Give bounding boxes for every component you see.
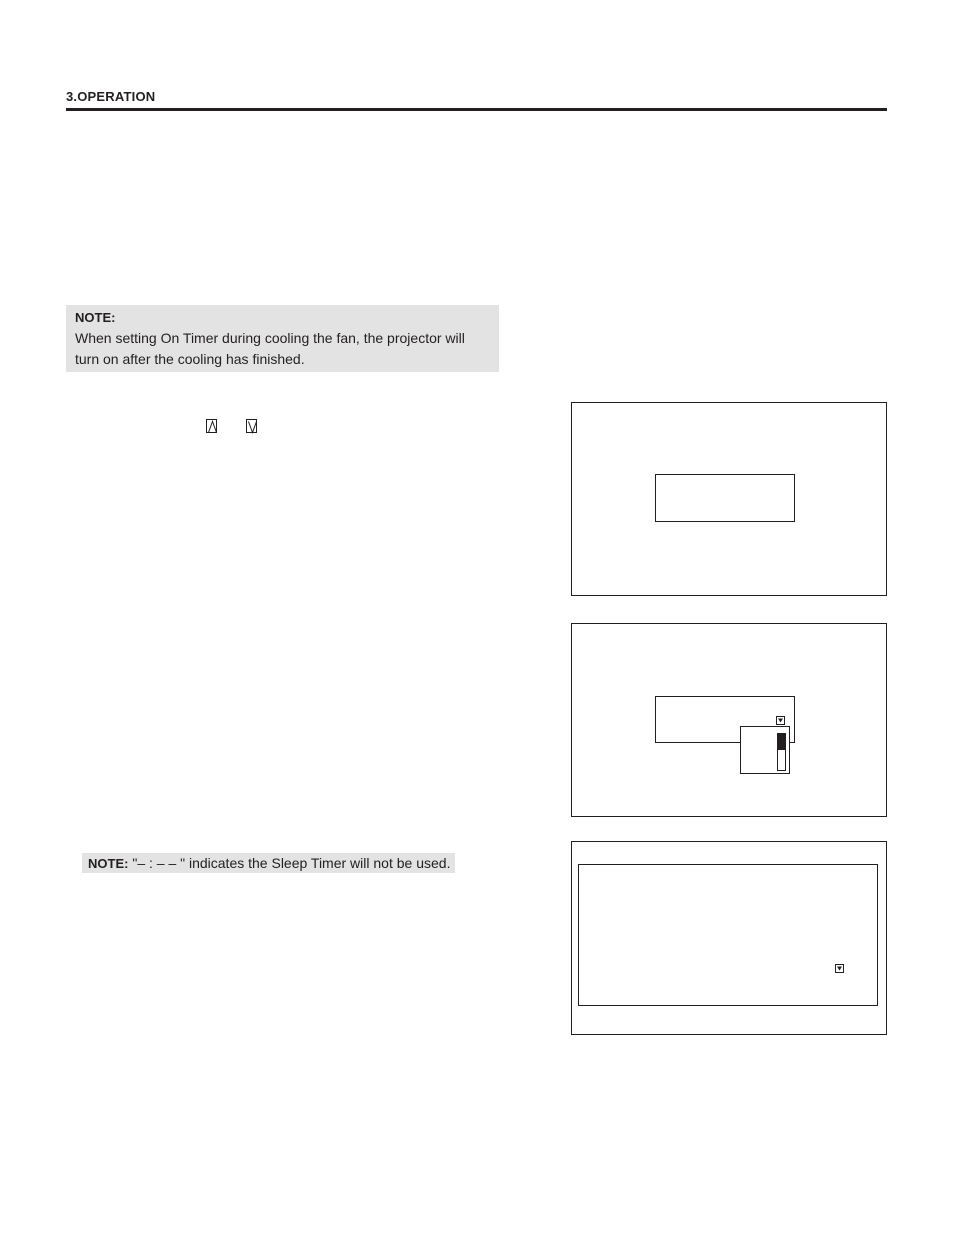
menu-screen-1 bbox=[571, 402, 887, 596]
down-arrow-icon[interactable] bbox=[835, 964, 844, 973]
section-title: 3.OPERATION bbox=[66, 89, 156, 104]
note-title: NOTE: bbox=[88, 856, 129, 871]
timer-dialog bbox=[578, 864, 878, 1006]
scroll-down-arrow-icon[interactable] bbox=[776, 716, 785, 725]
down-triangle-key-icon bbox=[246, 419, 257, 433]
dropdown-list[interactable] bbox=[740, 726, 790, 774]
timer-menu-box bbox=[655, 474, 795, 522]
menu-screen-2 bbox=[571, 623, 887, 817]
note-sleep-timer bbox=[82, 853, 455, 873]
note-title: NOTE: bbox=[75, 310, 116, 325]
note-on-timer bbox=[66, 305, 499, 372]
header-rule bbox=[66, 108, 887, 111]
note-text: When setting On Timer during cooling the fan, the projector will turn on after the cooling has finished. bbox=[75, 330, 465, 367]
up-triangle-key-icon bbox=[206, 419, 217, 433]
menu-screen-3 bbox=[571, 841, 887, 1035]
note-text: "– : – – " indicates the Sleep Timer will not be used. bbox=[128, 855, 451, 871]
scrollbar-thumb[interactable] bbox=[778, 734, 785, 750]
scrollbar[interactable] bbox=[777, 733, 786, 771]
